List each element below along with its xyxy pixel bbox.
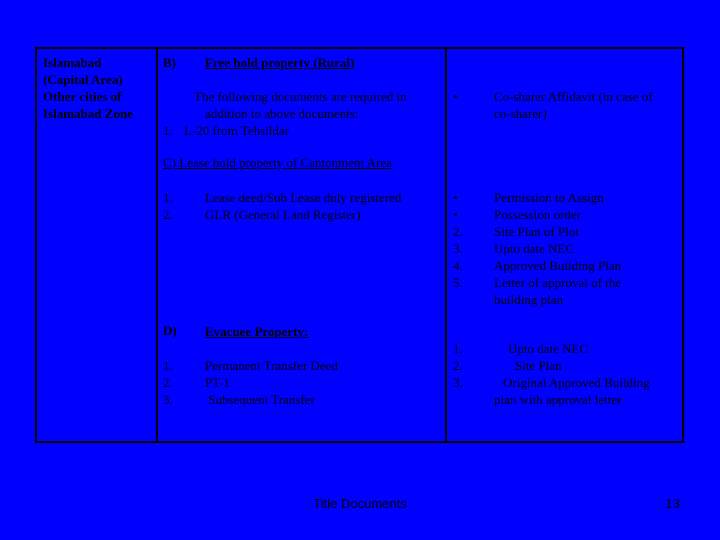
section-b-intro-line2: addition to above documents: (205, 106, 359, 121)
section-c-right-item: Permission to Assign (494, 190, 604, 205)
section-d-right-number: 2. (453, 358, 463, 373)
section-b-right-bullet: • (453, 89, 458, 104)
section-b-right-line2: co-sharer) (494, 106, 547, 121)
section-d-heading: Evacuee Property: (205, 324, 309, 339)
section-b-heading: Free hold property (Rural) (205, 55, 355, 70)
page-number: 13 (665, 496, 680, 511)
section-b-item-text: L-20 from Tehsildar (184, 123, 289, 138)
section-d-left-number: 3. (163, 392, 173, 407)
section-c-left-item: GLR (General Land Register) (205, 207, 361, 222)
region-label (43, 54, 158, 122)
section-c-right-marker: 4. (453, 258, 463, 273)
section-c-right-marker: 2. (453, 224, 463, 239)
footer-title: Title Documents (313, 496, 407, 511)
section-c-right-marker: 5. (453, 275, 463, 290)
section-d-right-item: plan with approval letter (494, 392, 622, 407)
section-c-left-item: Lease deed/Sub Lease duly registered (205, 190, 402, 205)
section-d-left-item: Subsequent Transfer (205, 392, 315, 407)
section-d-left-item: PT-1 (205, 375, 230, 390)
region-line: Other cities of (43, 89, 122, 104)
section-c-heading: C) Lease hold property of Cantonment Area (163, 155, 392, 170)
section-c-right-marker: 3. (453, 241, 463, 256)
section-c-right-item: Letter of approval of the (494, 275, 622, 290)
section-d-right-item: Upto date NEC (508, 341, 589, 356)
section-d-left-number: 1. (163, 358, 173, 373)
section-d-right-number: 3. (453, 375, 463, 390)
section-d-right-item: Original Approved Building (503, 375, 650, 390)
section-c-right-item: Site Plan of Plot (494, 224, 579, 239)
region-line: (Capital Area) (43, 72, 123, 87)
section-c-right-item: Upto date NEC (494, 241, 575, 256)
section-d-marker: D) (163, 323, 177, 338)
region-line: Islamabad Zone (43, 106, 133, 121)
section-c-right-marker: • (453, 207, 458, 222)
section-b-right-line1: Co-sharer Affidavit (in case of (494, 89, 653, 104)
column-divider-right (445, 49, 447, 441)
section-c-right-item: building plan (494, 292, 563, 307)
section-c-right-item: Possession order (494, 207, 582, 222)
region-line: Islamabad (43, 55, 102, 70)
section-d-right-item: Site Plan (515, 358, 562, 373)
section-b-intro-line1: The following documents are required in (194, 89, 407, 104)
section-c-right-item: Approved Building Plan (494, 258, 622, 273)
section-c-right-marker: • (453, 190, 458, 205)
section-c-left-number: 1. (163, 190, 173, 205)
section-b-marker: B) (163, 55, 176, 70)
section-b-item-number: 1. (163, 123, 173, 138)
section-d-left-item: Permanent Transfer Deed (205, 358, 338, 373)
section-d-right-number: 1. (453, 341, 463, 356)
documents-table (35, 47, 684, 443)
section-d-left-number: 2. (163, 375, 173, 390)
section-c-left-number: 2. (163, 207, 173, 222)
